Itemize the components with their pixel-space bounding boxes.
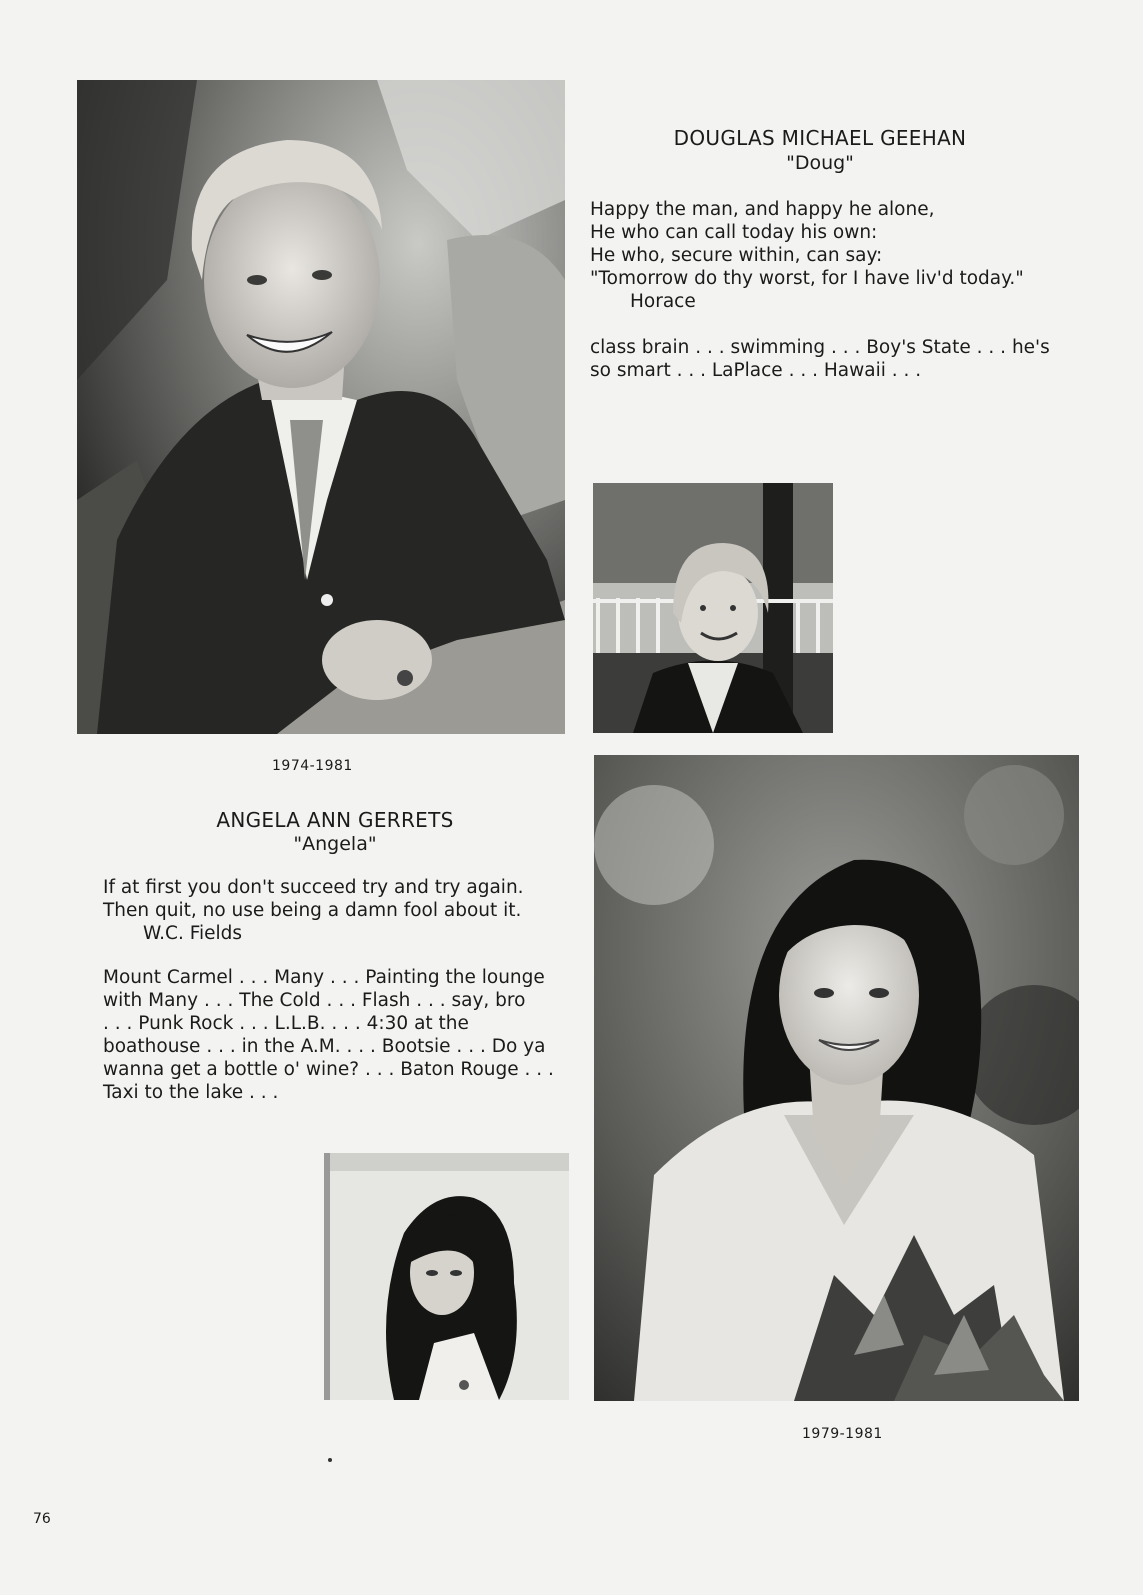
student1-activities <box>590 336 1050 382</box>
student2-name: ANGELA ANN GERRETS <box>216 808 454 832</box>
quote-author: W.C. Fields <box>143 923 243 944</box>
quote-line: Happy the man, and happy he alone, <box>590 199 935 220</box>
student2-nickname: "Angela" <box>293 833 377 855</box>
student1-name: DOUGLAS MICHAEL GEEHAN <box>673 126 967 150</box>
angela-candid-photo <box>324 1153 569 1400</box>
quote-author: Horace <box>630 291 696 312</box>
student2-activities <box>103 966 554 1104</box>
activities-line: class brain . . . swimming . . . Boy's State . . . he's <box>590 337 1050 358</box>
activities-line: Mount Carmel . . . Many . . . Painting the lounge <box>103 967 545 988</box>
activities-line: boathouse . . . in the A.M. . . . Bootsie . . . Do ya <box>103 1036 546 1057</box>
student2-years: 1979-1981 <box>802 1426 883 1442</box>
quote-line: He who can call today his own: <box>590 222 878 243</box>
doug-senior-portrait <box>77 80 565 734</box>
student2-quote <box>103 876 524 945</box>
quote-line: If at first you don't succeed try and try again. <box>103 877 524 898</box>
angela-senior-portrait <box>594 755 1079 1401</box>
activities-line: wanna get a bottle o' wine? . . . Baton Rouge . . . <box>103 1059 554 1080</box>
activities-line: Taxi to the lake . . . <box>103 1082 279 1103</box>
student1-quote <box>590 198 1024 313</box>
student1-years: 1974-1981 <box>272 758 353 774</box>
student1-nickname: "Doug" <box>786 152 854 174</box>
quote-line: Then quit, no use being a damn fool about it. <box>103 900 522 921</box>
print-speck <box>328 1458 332 1462</box>
activities-line: so smart . . . LaPlace . . . Hawaii . . . <box>590 360 922 381</box>
page-number: 76 <box>33 1511 51 1527</box>
quote-line: "Tomorrow do thy worst, for I have liv'd today." <box>590 268 1024 289</box>
quote-line: He who, secure within, can say: <box>590 245 883 266</box>
activities-line: with Many . . . The Cold . . . Flash . . . say, bro <box>103 990 526 1011</box>
doug-candid-photo <box>593 483 833 733</box>
activities-line: . . . Punk Rock . . . L.L.B. . . . 4:30 at the <box>103 1013 469 1034</box>
